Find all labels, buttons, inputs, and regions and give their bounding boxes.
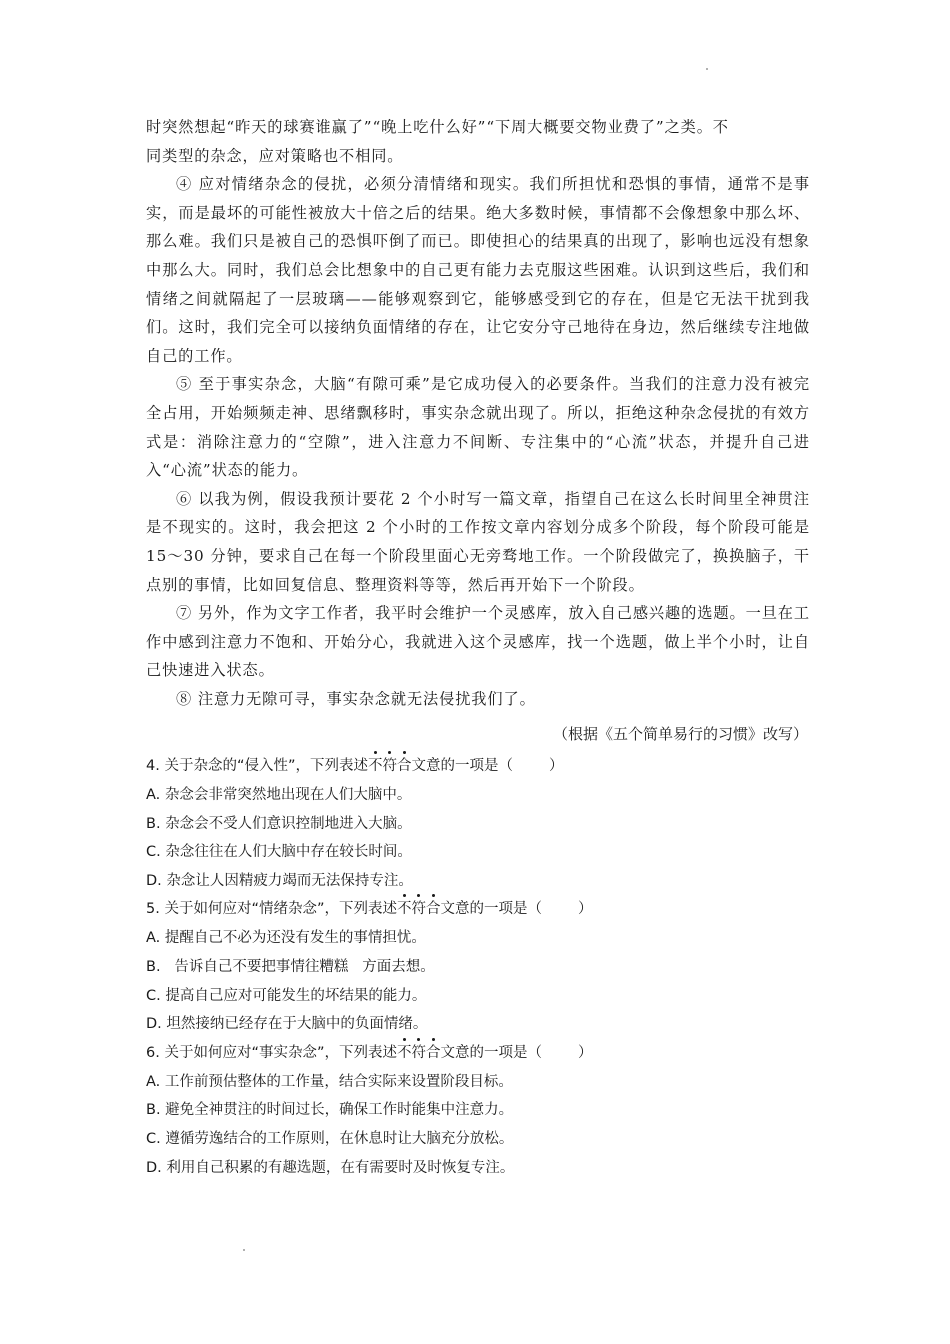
question-stem — [146, 752, 826, 781]
stem-close: ） — [577, 1044, 593, 1061]
dotted-char: 合 — [426, 1039, 441, 1068]
dotted-char: 符 — [382, 752, 397, 781]
question-stem — [146, 895, 826, 924]
stem-text: 5. 关于如何应对“情绪杂念”，下列表述 — [146, 901, 397, 918]
scan-speck — [706, 68, 708, 70]
dotted-char: 符 — [411, 895, 426, 924]
stem-close: ） — [577, 901, 593, 918]
stem-text-end: 文意的一项是（ — [440, 901, 542, 918]
question-6 — [146, 1039, 826, 1182]
option-b: B. 告诉自己不要把事情往糟糕 方面去想。 — [146, 958, 435, 975]
option-c: C. 杂念往往在人们大脑中存在较长时间。 — [146, 844, 412, 861]
question-5 — [146, 895, 826, 1038]
dotted-char: 符 — [411, 1039, 426, 1068]
dotted-char: 不 — [397, 895, 412, 924]
dotted-char: 合 — [426, 895, 441, 924]
paragraph-5: ⑤ 至于事实杂念，大脑“有隙可乘”是它成功侵入的必要条件。当我们的注意力没有被完全占用，开始频频走神、思绪飘移时，事实杂念就出现了。所以，拒绝这种杂念侵扰的有效方式是：消除注意力的“空隙”，进入注意力不间断、专注集中的“心流”状态，并提升自己进入“心流”状态的能力。 — [146, 375, 810, 480]
option-c: C. 遵循劳逸结合的工作原则，在休息时让大脑充分放松。 — [146, 1130, 514, 1147]
option-d: D. 杂念让人因精疲力竭而无法保持专注。 — [146, 872, 413, 889]
stem-text-end: 文意的一项是（ — [411, 758, 513, 774]
option-b: B. 杂念会不受人们意识控制地进入大脑。 — [146, 815, 412, 832]
paragraph-7: ⑦ 另外，作为文字工作者，我平时会维护一个灵感库，放入自己感兴趣的选题。一旦在工作中感到注意力不饱和、开始分心，我就进入这个灵感库，找一个选题，做上半个小时，让自己快速进入状态。 — [146, 604, 810, 680]
option-b: B. 避免全神贯注的时间过长，确保工作时能集中注意力。 — [146, 1102, 514, 1119]
stem-text: 6. 关于如何应对“事实杂念”，下列表述 — [146, 1044, 397, 1061]
option-c: C. 提高自己应对可能发生的坏结果的能力。 — [146, 987, 427, 1004]
paragraph-4: ④ 应对情绪杂念的侵扰，必须分清情绪和现实。我们所担忧和恐惧的事情，通常不是事实，而是最坏的可能性被放大十倍之后的结果。绝大多数时候，事情都不会像想象中那么坏、那么难。我们只是被自己的恐惧吓倒了而已。即使担心的结果真的出现了，影响也远没有想象中那么大。同时，我们总会比想象中的自己更有能力去克服这些困难。认识到这些后，我们和情绪之间就隔起了一层玻璃——能够观察到它，能够感受到它的存在，但是它无法干扰到我们。这时，我们完全可以接纳负面情绪的存在，让它安分守己地待在身边，然后继续专注地做自己的工作。 — [146, 175, 810, 365]
stem-text: 4. 关于杂念的“侵入性”，下列表述 — [146, 758, 368, 774]
stem-text-end: 文意的一项是（ — [440, 1044, 542, 1061]
question-stem — [146, 1039, 826, 1068]
dotted-char: 不 — [397, 1039, 412, 1068]
option-a: A. 提醒自己不必为还没有发生的事情担忧。 — [146, 930, 426, 947]
question-4 — [146, 752, 826, 895]
passage-intro-line-2: 同类型的杂念，应对策略也不相同。 — [146, 146, 404, 165]
option-a: A. 杂念会非常突然地出现在人们大脑中。 — [146, 787, 412, 803]
emphasis-dots — [368, 758, 412, 774]
paragraph-8: ⑧ 注意力无隙可寻，事实杂念就无法侵扰我们了。 — [176, 689, 536, 708]
source-citation: （根据《五个简单易行的习惯》改写） — [552, 725, 808, 743]
reading-passage — [146, 113, 810, 713]
emphasis-dots — [397, 901, 441, 917]
question-list — [146, 752, 826, 1182]
stem-close: ） — [548, 758, 564, 774]
emphasis-dots — [397, 1045, 441, 1061]
paragraph-6: ⑥ 以我为例，假设我预计要花 2 个小时写一篇文章，指望自己在这么长时间里全神贯注是不现实的。这时，我会把这 2 个小时的工作按文章内容划分成多个阶段，每个阶段可能是 15～30 分钟，要求自己在每一个阶段里面心无旁骛地工作。一个阶段做完了，换换脑子，干点别的事情，比如回复信息、整理资料等等，然后再开始下一个阶段。 — [146, 489, 810, 594]
option-d: D. 坦然接纳已经存在于大脑中的负面情绪。 — [146, 1016, 428, 1033]
scan-speck — [243, 1249, 245, 1251]
option-a: A. 工作前预估整体的工作量，结合实际来设置阶段目标。 — [146, 1073, 513, 1090]
dotted-char: 合 — [397, 752, 412, 781]
option-d: D. 利用自己积累的有趣选题，在有需要时及时恢复专注。 — [146, 1159, 515, 1176]
dotted-char: 不 — [368, 752, 383, 781]
passage-intro-line-1: 时突然想起“昨天的球赛谁赢了”“晚上吃什么好”“下周大概要交物业费了”之类。不 — [146, 118, 729, 136]
